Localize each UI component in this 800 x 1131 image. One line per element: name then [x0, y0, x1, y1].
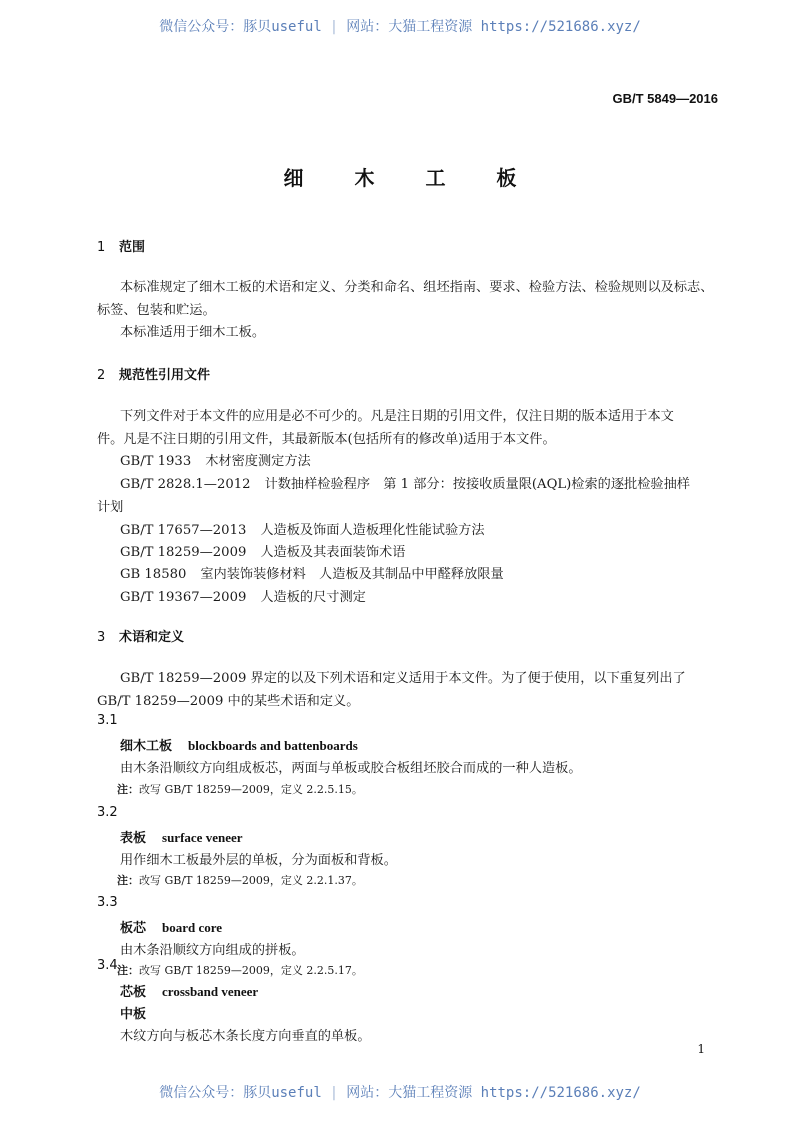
section-2-heading [97, 364, 210, 383]
section-3-heading [97, 626, 184, 645]
term-definition: 由木条沿顺纹方向组成板芯，两面与单板或胶合板组坯胶合而成的一种人造板。 [120, 761, 582, 776]
paragraph-continuation: 标签、包装和贮运。 [97, 303, 216, 318]
reference-code: GB/T 17657—2013 [120, 523, 247, 538]
term-heading [120, 735, 358, 754]
reference-item [120, 473, 690, 492]
term-en: board core [162, 920, 223, 935]
reference-title: 人造板及饰面人造板理化性能试验方法 [260, 523, 485, 538]
document-title: 细 木 工 板 [283, 166, 539, 190]
term-definition: 木纹方向与板芯木条长度方向垂直的单板。 [120, 1029, 371, 1044]
reference-code: GB/T 19367—2009 [120, 590, 247, 605]
reference-title: 人造板及其表面装饰术语 [260, 545, 406, 560]
term-zh: 芯板 [120, 985, 147, 1000]
clause-number: 3.3 [97, 895, 118, 910]
standard-code: GB/T 5849—2016 [612, 91, 718, 106]
section-number: 2 [97, 368, 106, 383]
term-synonym [120, 1003, 146, 1022]
section-1-heading [97, 236, 145, 255]
reference-code: GB/T 1933 [120, 454, 192, 469]
term-en: blockboards and battenboards [188, 738, 358, 753]
watermark-separator: | [329, 1085, 339, 1101]
reference-continuation: 计划 [97, 500, 124, 515]
note-text: 改写 GB/T 18259—2009，定义 2.2.1.37。 [139, 874, 363, 887]
reference-title: 人造板的尺寸测定 [260, 590, 366, 605]
watermark-site-link[interactable]: 网站：大猫工程资源 https://521686.xyz/ [346, 19, 641, 35]
paragraph: 本标准适用于细木工板。 [120, 325, 266, 340]
page-number: 1 [697, 1042, 705, 1056]
term-zh: 细木工板 [120, 739, 173, 754]
reference-item [120, 541, 405, 560]
watermark-wechat: 微信公众号：豚贝useful [159, 19, 322, 35]
note-label: 注： [117, 964, 139, 977]
term-synonym-zh: 中板 [120, 1007, 147, 1022]
clause-number: 3.1 [97, 713, 118, 728]
clause-number: 3.4 [97, 958, 118, 973]
section-title: 规范性引用文件 [119, 368, 211, 383]
watermark-site-link[interactable]: 网站：大猫工程资源 https://521686.xyz/ [346, 1085, 641, 1101]
term-heading [120, 827, 243, 846]
watermark-separator: | [329, 19, 339, 35]
note-label: 注： [117, 783, 139, 796]
term-zh: 表板 [120, 831, 147, 846]
term-heading [120, 917, 222, 936]
reference-code: GB/T 2828.1—2012 [120, 477, 251, 492]
reference-item [120, 563, 504, 582]
reference-item [120, 586, 366, 605]
term-note [117, 962, 363, 978]
note-text: 改写 GB/T 18259—2009，定义 2.2.5.15。 [139, 783, 363, 796]
paragraph: GB/T 18259—2009 界定的以及下列术语和定义适用于本文件。为了便于使用，以下重复列出了 [120, 671, 686, 686]
paragraph: 本标准规定了细木工板的术语和定义、分类和命名、组坯指南、要求、检验方法、检验规则以及标志、 [120, 280, 714, 295]
section-number: 1 [97, 240, 106, 255]
watermark-top [0, 16, 800, 36]
paragraph: 下列文件对于本文件的应用是必不可少的。凡是注日期的引用文件，仅注日期的版本适用于本文 [120, 409, 674, 424]
watermark-bottom [0, 1082, 800, 1102]
note-text: 改写 GB/T 18259—2009，定义 2.2.5.17。 [139, 964, 363, 977]
reference-code: GB 18580 [120, 567, 187, 582]
paragraph-continuation: 件。凡是不注日期的引用文件，其最新版本(包括所有的修改单)适用于本文件。 [97, 432, 556, 447]
reference-title: 室内装饰装修材料 人造板及其制品中甲醛释放限量 [200, 567, 504, 582]
section-title: 范围 [119, 240, 146, 255]
term-zh: 板芯 [120, 921, 147, 936]
paragraph-continuation: GB/T 18259—2009 中的某些术语和定义。 [97, 694, 360, 709]
clause-number: 3.2 [97, 805, 118, 820]
section-number: 3 [97, 630, 106, 645]
section-title: 术语和定义 [119, 630, 185, 645]
term-en: crossband veneer [162, 984, 259, 999]
term-definition: 用作细木工板最外层的单板，分为面板和背板。 [120, 853, 397, 868]
term-definition: 由木条沿顺纹方向组成的拼板。 [120, 943, 305, 958]
term-note [117, 872, 363, 888]
reference-item [120, 519, 485, 538]
term-heading [120, 981, 258, 1000]
term-note [117, 781, 363, 797]
term-en: surface veneer [162, 830, 243, 845]
reference-item [120, 450, 311, 469]
reference-title: 计数抽样检验程序 第 1 部分：按接收质量限(AQL)检索的逐批检验抽样 [264, 477, 690, 492]
watermark-wechat: 微信公众号：豚贝useful [159, 1085, 322, 1101]
note-label: 注： [117, 874, 139, 887]
reference-code: GB/T 18259—2009 [120, 545, 247, 560]
reference-title: 木材密度测定方法 [205, 454, 311, 469]
